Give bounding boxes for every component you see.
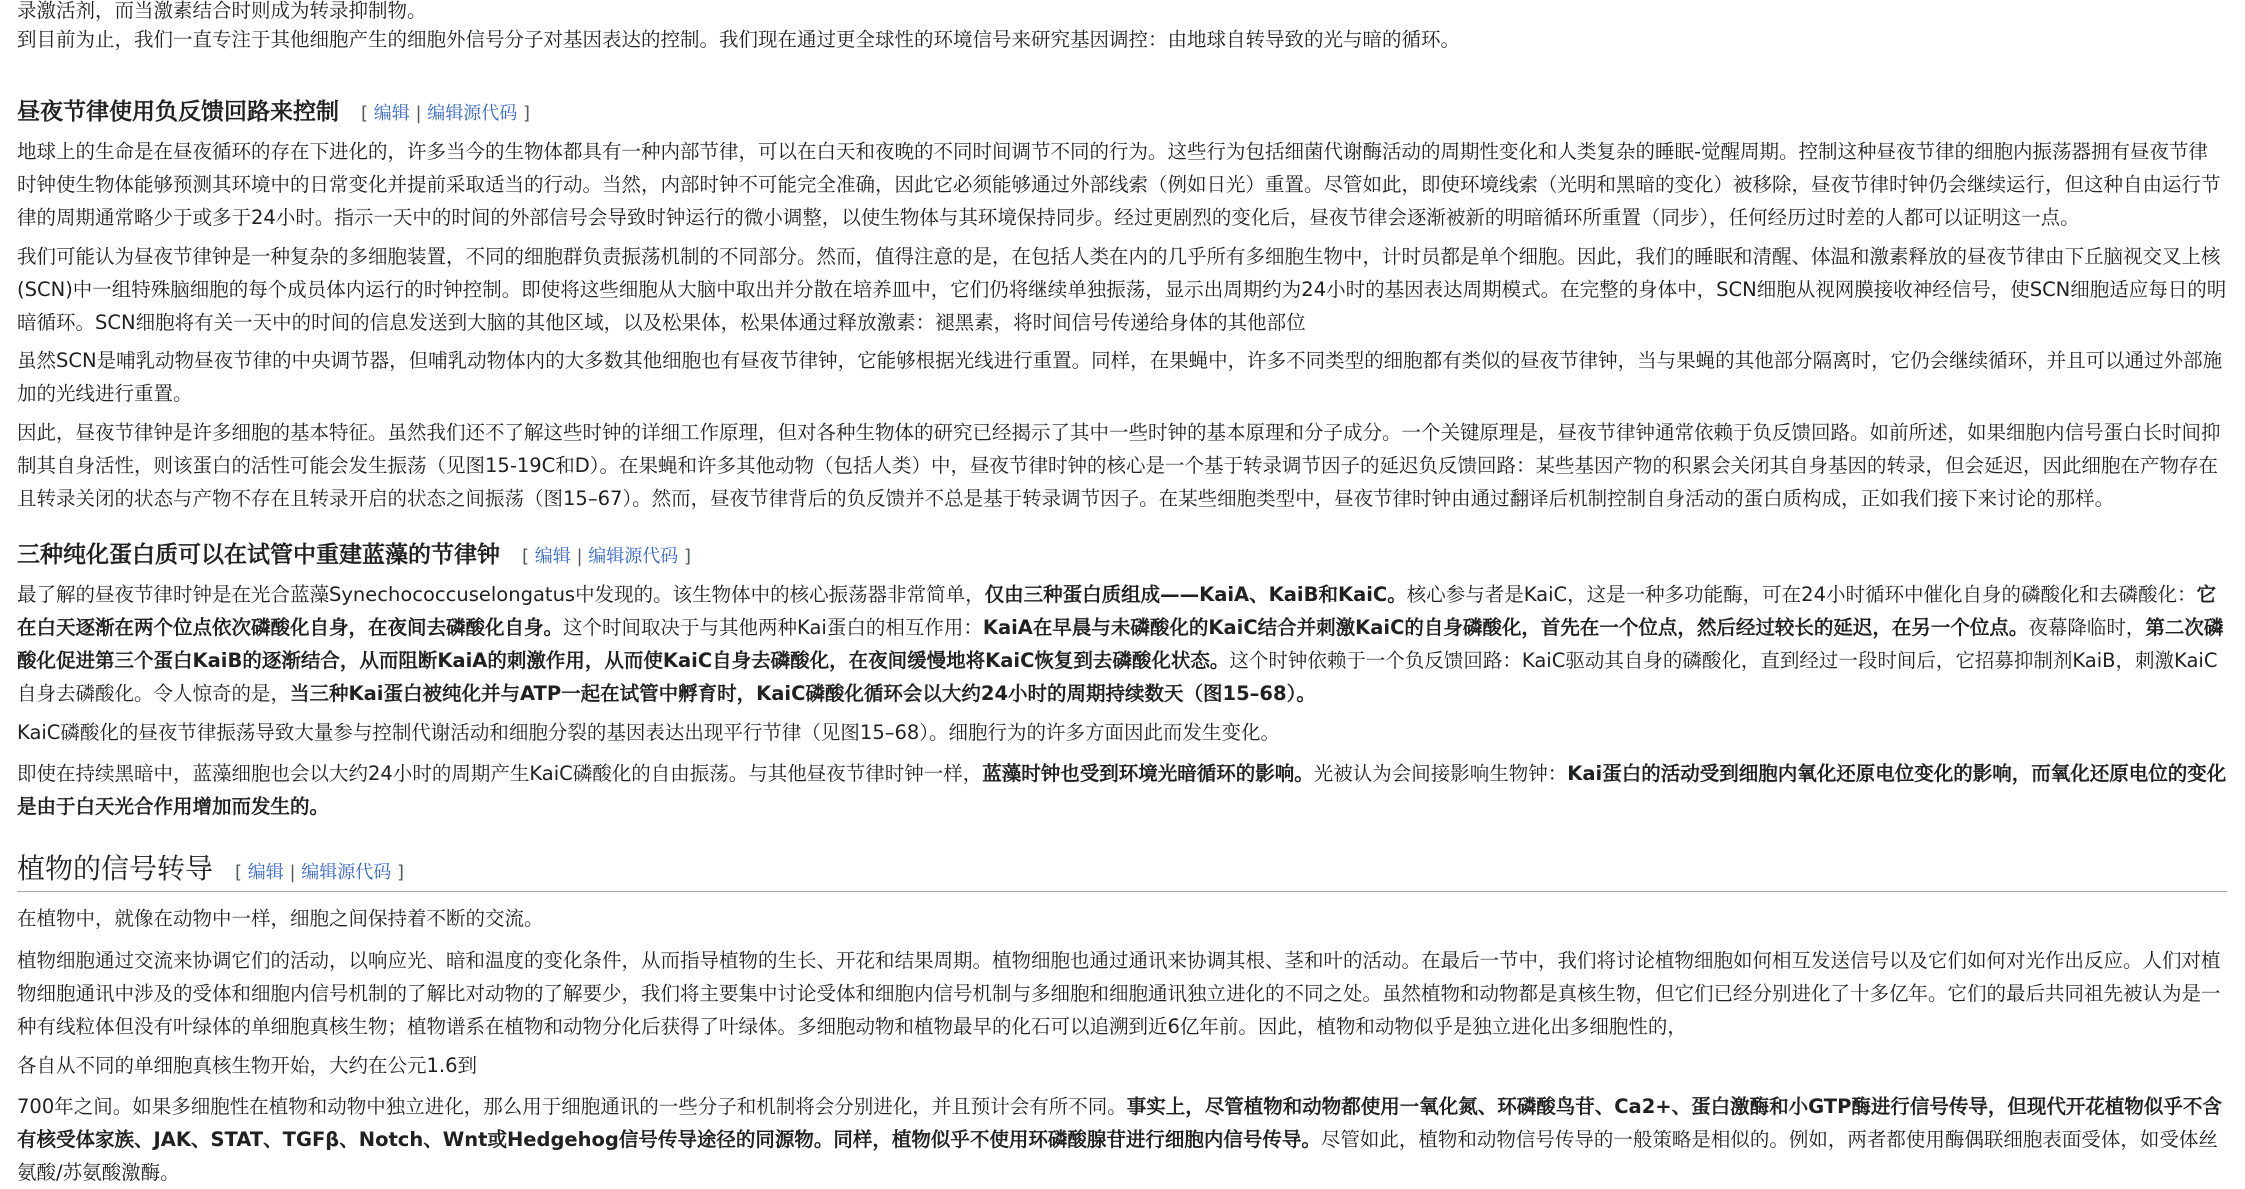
section-heading	[17, 847, 2227, 892]
text-run: 各自从不同的单细胞真核生物开始，大约在公元1.6到	[17, 1054, 478, 1077]
bold-text: Kai蛋白的活动受到细胞内氧化还原电位变化的影响，而氧化还原电位的变化是由于白天光合作用增加而发生的。	[17, 762, 2227, 818]
paragraph	[17, 757, 2227, 823]
paragraph	[17, 716, 2227, 749]
edit-section-links: [ 编辑 | 编辑源代码 ]	[522, 546, 692, 567]
text-run: 植物细胞通过交流来协调它们的活动，以响应光、暗和温度的变化条件，从而指导植物的生长、开花和结果周期。植物细胞也通过通讯来协调其根、茎和叶的活动。在最后一节中，我们将讨论植物细胞如何相互发送信号以及它们如何对光作出反应。人们对植物细胞通讯中涉及的受体和细胞内信号机制的了解比对动物的了解要少，我们将主要集中讨论受体和细胞内信号机制与多细胞和细胞通讯独立进化的不同之处。虽然植物和动物都是真核生物，但它们已经分别进化了十多亿年。它们的最后共同祖先被认为是一种有线粒体但没有叶绿体的单细胞真核生物；植物谱系在植物和动物分化后获得了叶绿体。多细胞动物和植物最早的化石可以追溯到近6亿年前。因此，植物和动物似乎是独立进化出多细胞性的，	[17, 949, 2221, 1038]
section-heading	[17, 536, 2227, 576]
text-run: 这个时钟依赖于一个负反馈回路：KaiC驱动其自身的磷酸化，直到经过一段时间后，它招募抑制剂KaiB，刺激KaiC自身去磷酸化。令人惊奇的是，	[17, 649, 2218, 705]
text-run: 这个时间取决于与其他两种Kai蛋白的相互作用：	[563, 616, 983, 639]
bold-text: 它在白天逐渐在两个位点依次磷酸化自身，在夜间去磷酸化自身。	[17, 583, 2216, 639]
text-run: 夜幕降临时，	[2028, 616, 2146, 639]
bold-text: 蓝藻时钟也受到环境光暗循环的影响。	[982, 762, 1314, 785]
paragraph	[17, 902, 2227, 935]
text-run: 因此，昼夜节律钟是许多细胞的基本特征。虽然我们还不了解这些时钟的详细工作原理，但对各种生物体的研究已经揭示了其中一些时钟的基本原理和分子成分。一个关键原理是，昼夜节律钟通常依赖于负反馈回路。如前所述，如果细胞内信号蛋白长时间抑制其自身活性，则该蛋白的活性可能会发生振荡（见图15-19C和D）。在果蝇和许多其他动物（包括人类）中，昼夜节律时钟的核心是一个基于转录调节因子的延迟负反馈回路：某些基因产物的积累会关闭其自身基因的转录，但会延迟，因此细胞在产物存在且转录关闭的状态与产物不存在且转录开启的状态之间振荡（图15–67）。然而，昼夜节律背后的负反馈并不总是基于转录调节因子。在某些细胞类型中，昼夜节律时钟由通过翻译后机制控制自身活动的蛋白质构成，正如我们接下来讨论的那样。	[17, 421, 2221, 510]
paragraph	[17, 944, 2227, 1043]
text-run: 最了解的昼夜节律时钟是在光合蓝藻Synechococcuselongatus中发现的。该生物体中的核心振荡器非常简单，	[17, 583, 985, 606]
bold-text: 当三种Kai蛋白被纯化并与ATP一起在试管中孵育时，KaiC磷酸化循环会以大约24小时的周期持续数天（图15–68）。	[290, 682, 1316, 705]
paragraph	[17, 578, 2227, 710]
edit-source-link[interactable]: 编辑源代码	[427, 103, 518, 124]
edit-source-link[interactable]: 编辑源代码	[588, 546, 679, 567]
edit-section-links: [ 编辑 | 编辑源代码 ]	[235, 862, 405, 883]
bold-text: 第二次磷酸化促进第三个蛋白KaiB的逐渐结合，从而阻断KaiA的刺激作用，从而使KaiC自身去磷酸化，在夜间缓慢地将KaiC恢复到去磷酸化状态。	[17, 616, 2224, 672]
edit-link[interactable]: 编辑	[247, 862, 284, 883]
edit-link[interactable]: 编辑	[373, 103, 410, 124]
paragraph	[17, 135, 2227, 234]
text-run: 700年之间。如果多细胞性在植物和动物中独立进化，那么用于细胞通讯的一些分子和机制将会分别进化，并且预计会有所不同。	[17, 1095, 1127, 1118]
text-run: 录激活剂，而当激素结合时则成为转录抑制物。	[17, 0, 427, 22]
paragraph	[17, 1090, 2227, 1189]
section-heading	[17, 93, 2227, 133]
edit-link[interactable]: 编辑	[534, 546, 571, 567]
text-run: 即使在持续黑暗中，蓝藻细胞也会以大约24小时的周期产生KaiC磷酸化的自由振荡。与其他昼夜节律时钟一样，	[17, 762, 983, 785]
bold-text: 事实上，尽管植物和动物都使用一氧化氮、环磷酸鸟苷、Ca2+、蛋白激酶和小GTP酶进行信号传导，但现代开花植物似乎不含有核受体家族、JAK、STAT、TGFβ、Notch、Wnt或Hedgehog信号传导途径的同源物。同样，植物似乎不使用环磷酸腺苷进行细胞内信号传导。	[17, 1095, 2222, 1151]
text-run: 我们可能认为昼夜节律钟是一种复杂的多细胞装置，不同的细胞群负责振荡机制的不同部分。然而，值得注意的是，在包括人类在内的几乎所有多细胞生物中，计时员都是单个细胞。因此，我们的睡眠和清醒、体温和激素释放的昼夜节律由下丘脑视交叉上核(SCN)中一组特殊脑细胞的每个成员体内运行的时钟控制。即使将这些细胞从大脑中取出并分散在培养皿中，它们仍将继续单独振荡，显示出周期约为24小时的基因表达周期模式。在完整的身体中，SCN细胞从视网膜接收神经信号，使SCN细胞适应每日的明暗循环。SCN细胞将有关一天中的时间的信息发送到大脑的其他区域，以及松果体，松果体通过释放激素：褪黑素，将时间信号传递给身体的其他部位	[17, 245, 2227, 334]
section-title: 三种纯化蛋白质可以在试管中重建蓝藻的节律钟	[17, 542, 500, 568]
text-run: 虽然SCN是哺乳动物昼夜节律的中央调节器，但哺乳动物体内的大多数其他细胞也有昼夜节律钟，它能够根据光线进行重置。同样，在果蝇中，许多不同类型的细胞都有类似的昼夜节律钟，当与果蝇的其他部分隔离时，它仍会继续循环，并且可以通过外部施加的光线进行重置。	[17, 349, 2223, 405]
paragraph	[17, 344, 2227, 410]
text-run: 到目前为止，我们一直专注于其他细胞产生的细胞外信号分子对基因表达的控制。我们现在通过更全球性的环境信号来研究基因调控：由地球自转导致的光与暗的循环。	[17, 28, 1461, 51]
paragraph	[17, 23, 2227, 56]
bold-text: 仅由三种蛋白质组成——KaiA、KaiB和KaiC。	[984, 583, 1407, 606]
section-title: 植物的信号转导	[17, 852, 214, 885]
section-title: 昼夜节律使用负反馈回路来控制	[17, 99, 339, 125]
text-run: 地球上的生命是在昼夜循环的存在下进化的，许多当今的生物体都具有一种内部节律，可以在白天和夜晚的不同时间调节不同的行为。这些行为包括细菌代谢酶活动的周期性变化和人类复杂的睡眠-觉醒周期。控制这种昼夜节律的细胞内振荡器拥有昼夜节律时钟使生物体能够预测其环境中的日常变化并提前采取适当的行动。当然，内部时钟不可能完全准确，因此它必须能够通过外部线索（例如日光）重置。尽管如此，即使环境线索（光明和黑暗的变化）被移除，昼夜节律时钟仍会继续运行，但这种自由运行节律的周期通常略少于或多于24小时。指示一天中的时间的外部信号会导致时钟运行的微小调整，以使生物体与其环境保持同步。经过更剧烈的变化后，昼夜节律会逐渐被新的明暗循环所重置（同步），任何经历过时差的人都可以证明这一点。	[17, 140, 2221, 229]
text-run: 尽管如此，植物和动物信号传导的一般策略是相似的。例如，两者都使用酶偶联细胞表面受体，如受体丝氨酸/苏氨酸激酶。	[17, 1128, 2218, 1184]
text-run: 在植物中，就像在动物中一样，细胞之间保持着不断的交流。	[17, 907, 544, 930]
text-run: 核心参与者是KaiC，这是一种多功能酶，可在24小时循环中催化自身的磷酸化和去磷酸化：	[1406, 583, 2197, 606]
text-run: 光被认为会间接影响生物钟：	[1313, 762, 1568, 785]
edit-section-links: [ 编辑 | 编辑源代码 ]	[361, 103, 531, 124]
bold-text: KaiA在早晨与未磷酸化的KaiC结合并刺激KaiC的自身磷酸化，首先在一个位点，然后经过较长的延迟，在另一个位点。	[982, 616, 2029, 639]
paragraph	[17, 1049, 2227, 1082]
paragraph	[17, 240, 2227, 339]
edit-source-link[interactable]: 编辑源代码	[301, 862, 392, 883]
text-run: KaiC磷酸化的昼夜节律振荡导致大量参与控制代谢活动和细胞分裂的基因表达出现平行节律（见图15–68）。细胞行为的许多方面因此而发生变化。	[17, 721, 1281, 744]
paragraph	[17, 416, 2227, 515]
